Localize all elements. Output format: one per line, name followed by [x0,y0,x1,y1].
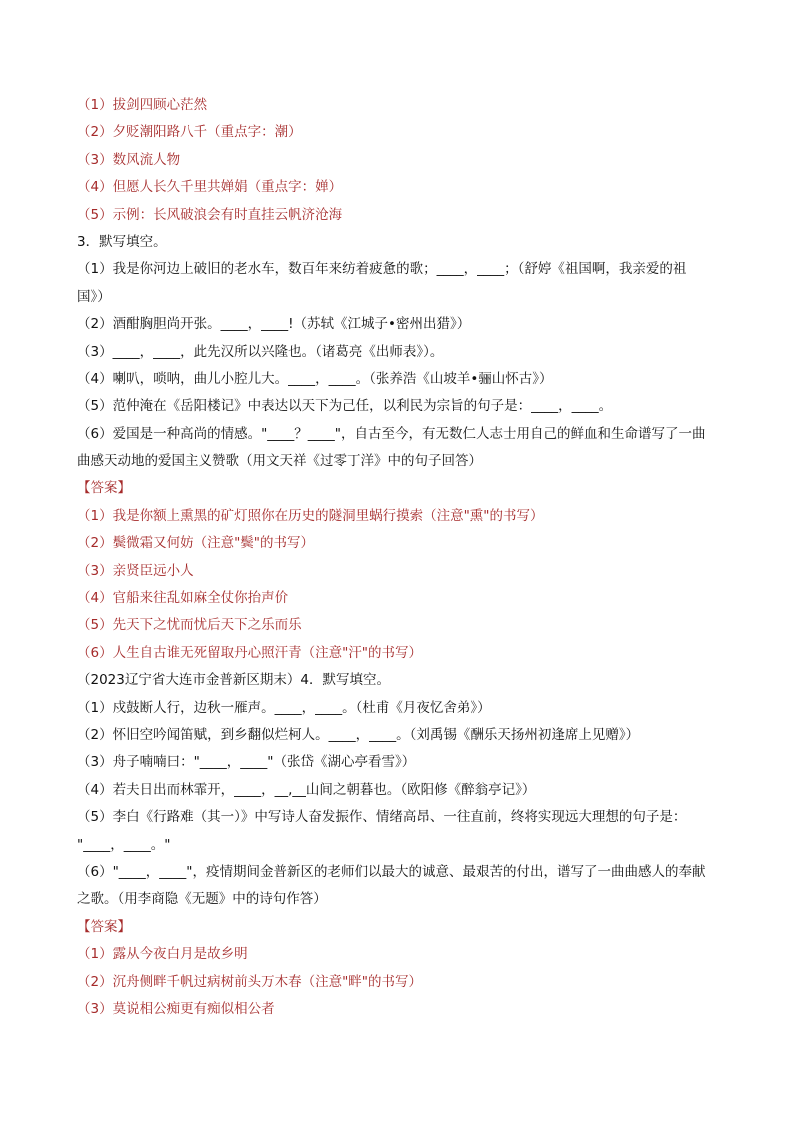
answer-line: （3）亲贤臣远小人 [77,562,194,579]
answer-line: （5）示例：长风破浪会有时直挂云帆济沧海 [77,206,343,223]
document-page [77,92,727,1023]
answer-line: （1）露从今夜白月是故乡明 [77,946,248,963]
answer-line: （4）但愿人长久千里共婵娟（重点字：婵） [77,179,343,196]
question-item: （2）怀旧空吟闻笛赋，到乡翻似烂柯人。____，____。（刘禹锡《酬乐天扬州初逢席上见赠》） [77,726,640,743]
question-item-continued: "____，____。" [77,836,171,853]
answer-line: （2）夕贬潮阳路八千（重点字：潮） [77,124,302,141]
answer-line: （1）拔剑四顾心茫然 [77,97,208,113]
question-item-continued: 之歌。（用李商隐《无题》中的诗句作答） [77,891,327,908]
answer-line: （3）数风流人物 [77,151,181,168]
question-item: （4）喇叭，唢呐，曲儿小腔儿大。____，____。（张养浩《山坡羊•骊山怀古》） [77,370,553,387]
answer-line: （1）我是你额上熏黑的矿灯照你在历史的隧洞里蜗行摸索（注意"熏"的书写） [77,507,544,524]
question-4 [77,667,727,1023]
answer-label: 【答案】 [77,918,131,935]
answer-line: （6）人生自古谁无死留取丹心照汗青（注意"汗"的书写） [77,644,423,661]
question-item: （2）酒酣胸胆尚开张。____，____!（苏轼《江城子•密州出猎》） [77,316,471,333]
answer-label: 【答案】 [77,480,131,497]
question-item: （5）范仲淹在《岳阳楼记》中表达以天下为己任，以利民为宗旨的句子是：____，____。 [77,398,613,415]
question-item: （6）爱国是一种高尚的情感。"____？____"，自古至今，有无数仁人志士用自己的鲜血和生命谱写了一曲 [77,425,706,442]
previous-answers [77,92,727,229]
answer-line: （2）鬓微霜又何妨（注意"鬓"的书写） [77,535,315,552]
question-title: 3．默写填空。 [77,233,167,250]
question-item: （5）李白《行路难（其一）》中写诗人奋发振作、情绪高昂、一往直前，终将实现远大理想的句子是： [77,809,687,826]
question-item: （6）"____，____"，疫情期间金普新区的老师们以最大的诚意、最艰苦的付出，谱写了一曲曲感人的奉献 [77,863,706,880]
question-item: （4）若夫日出而林霏开，____，__,__山间之朝暮也。（欧阳修《醉翁亭记》） [77,781,536,798]
answer-line: （3）莫说相公痴更有痴似相公者 [77,1000,275,1017]
answer-line: （4）官船来往乱如麻全仗你抬声价 [77,590,289,607]
question-3 [77,229,727,667]
question-item-continued: 国》） [77,288,111,305]
question-item: （3）舟子喃喃曰："____，____"（张岱《湖心亭看雪》） [77,754,416,771]
question-item: （3）____，____，此先汉所以兴隆也。（诸葛亮《出师表》）。 [77,343,444,360]
answer-line: （5）先天下之忧而忧后天下之乐而乐 [77,617,302,634]
answer-line: （2）沉舟侧畔千帆过病树前头万木春（注意"畔"的书写） [77,973,423,990]
question-item: （1）戍鼓断人行，边秋一雁声。____，____。（杜甫《月夜忆舍弟》） [77,699,491,716]
question-title: （2023辽宁省大连市金普新区期末）4．默写填空。 [77,672,390,689]
question-item: （1）我是你河边上破旧的老水车，数百年来纺着疲惫的歌；____，____；（舒婷《祖国啊，我亲爱的祖 [77,261,687,278]
question-item-continued: 曲感天动地的爱国主义赞歌（用文天祥《过零丁洋》中的句子回答） [77,453,482,470]
